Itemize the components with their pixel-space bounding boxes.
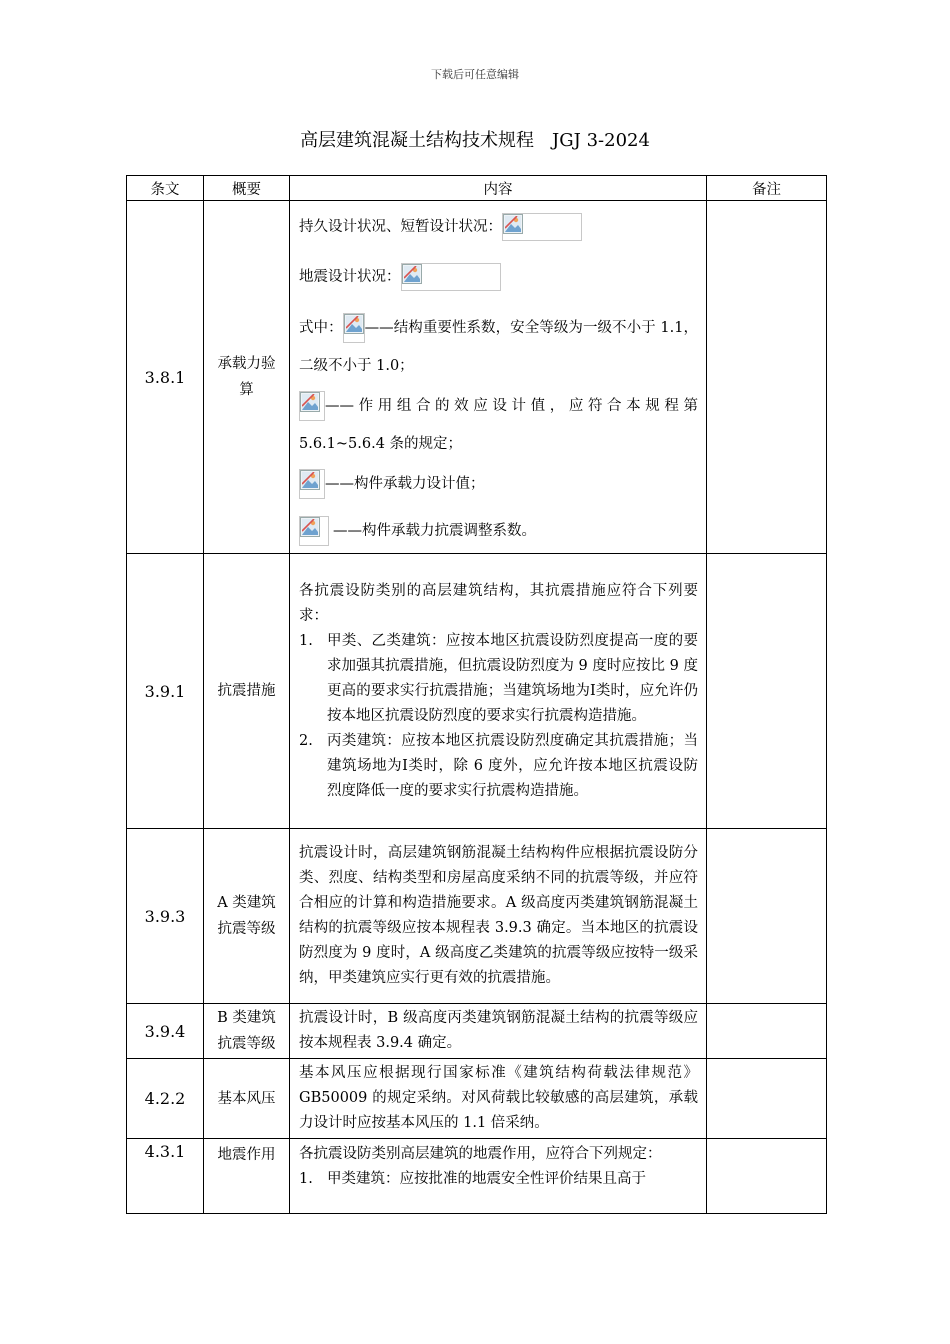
list-item: 2. 丙类建筑：应按本地区抗震设防烈度确定其抗震措施；当建筑场地为Ⅰ类时，除 6 度外，应允许按本地区抗震设防烈度降低一度的要求实行抗震构造措施。 (299, 732, 698, 799)
clause-content (290, 554, 707, 829)
clause-number: 3.9.4 (127, 1004, 204, 1059)
content-intro: 各抗震设防类别的高层建筑结构，其抗震措施应符合下列要求： (299, 582, 698, 624)
content-line: ——构件承载力抗震调整系数。 (333, 523, 536, 539)
clause-remarks (707, 1139, 827, 1214)
clause-remarks (707, 1004, 827, 1059)
clause-summary: 承载力验算 (204, 201, 290, 554)
clause-summary: 地震作用 (204, 1139, 290, 1214)
clause-number: 4.3.1 (127, 1139, 204, 1214)
clause-content (290, 201, 707, 554)
clause-summary: 基本风压 (204, 1059, 290, 1139)
table-row (127, 201, 827, 554)
content-line: ——结构重要性系数，安全等级为一级不小于 1.1，二级不小于 1.0； (299, 320, 699, 374)
header-summary: 概要 (204, 176, 290, 201)
formula-image (401, 263, 501, 291)
broken-image-icon (300, 392, 320, 412)
document-title: 高层建筑混凝土结构技术规程 JGJ 3-2024 (300, 130, 650, 151)
broken-image-icon (300, 470, 320, 490)
spec-table (126, 175, 827, 1214)
broken-image-icon (344, 314, 364, 334)
clause-summary: 抗震措施 (204, 554, 290, 829)
content-line: ——作用组合的效应设计值，应符合本规程第 5.6.1~5.6.4 条的规定； (299, 398, 698, 452)
content-line: 式中： (299, 320, 343, 336)
symbol-image (299, 469, 325, 499)
broken-image-icon (503, 214, 523, 234)
broken-image-icon (402, 264, 422, 284)
clause-number: 3.9.1 (127, 554, 204, 829)
clause-summary: B 类建筑抗震等级 (204, 1004, 290, 1059)
clause-remarks (707, 201, 827, 554)
symbol-image (343, 313, 365, 343)
clause-content: 基本风压应根据现行国家标准《建筑结构荷载法律规范》GB50009 的规定采纳。对风荷载比较敏感的高层建筑，承载力设计时应按基本风压的 1.1 倍采纳。 (290, 1059, 707, 1139)
header-clause: 条文 (127, 176, 204, 201)
clause-number: 4.2.2 (127, 1059, 204, 1139)
clause-remarks (707, 1059, 827, 1139)
table-row (127, 554, 827, 829)
clause-number: 3.8.1 (127, 201, 204, 554)
list-item: 1. 甲类建筑：应按批准的地震安全性评价结果且高于 (299, 1171, 646, 1187)
table-row (127, 1004, 827, 1059)
content-line: 地震设计状况： (299, 269, 401, 285)
list-item: 1. 甲类、乙类建筑：应按本地区抗震设防烈度提高一度的要求加强其抗震措施，但抗震设防烈度为 9 度时应按比 9 度更高的要求实行抗震措施；当建筑场地为Ⅰ类时，应允许仍按本地区抗震设防烈度的要求实行抗震构造措施。 (299, 632, 698, 724)
symbol-image (299, 516, 329, 546)
clause-number: 3.9.3 (127, 829, 204, 1004)
clause-summary: A 类建筑抗震等级 (204, 829, 290, 1004)
header-content: 内容 (290, 176, 707, 201)
requirement-list (299, 1167, 698, 1192)
table-header-row (127, 176, 827, 201)
clause-remarks (707, 829, 827, 1004)
content-line: 持久设计状况、短暂设计状况： (299, 219, 502, 235)
content-intro: 各抗震设防类别高层建筑的地震作用，应符合下列规定： (299, 1146, 662, 1162)
header-note: 下载后可任意编辑 (431, 68, 519, 81)
content-line: ——构件承载力设计值； (325, 476, 485, 492)
table-row (127, 1139, 827, 1214)
requirement-list (299, 629, 698, 804)
clause-remarks (707, 554, 827, 829)
clause-content (290, 1139, 707, 1214)
table-row (127, 1059, 827, 1139)
formula-image (502, 213, 582, 241)
broken-image-icon (300, 517, 320, 537)
table-row (127, 829, 827, 1004)
clause-content: 抗震设计时，B 级高度丙类建筑钢筋混凝土结构的抗震等级应按本规程表 3.9.4 确定。 (290, 1004, 707, 1059)
header-remarks: 备注 (707, 176, 827, 201)
symbol-image (299, 391, 325, 421)
clause-content: 抗震设计时，高层建筑钢筋混凝土结构构件应根据抗震设防分类、烈度、结构类型和房屋高度采纳不同的抗震等级，并应符合相应的计算和构造措施要求。A 级高度丙类建筑钢筋混凝土结构的抗震等级应按本规程表 3.9.3 确定。当本地区的抗震设防烈度为 9 度时，A 级高度乙类建筑的抗震等级应按特一级采纳，甲类建筑应实行更有效的抗震措施。 (290, 829, 707, 1004)
